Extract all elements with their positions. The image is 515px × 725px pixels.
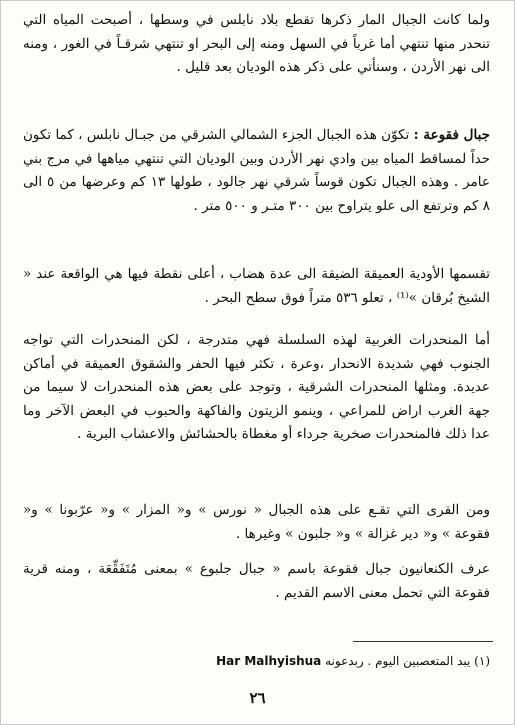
- paragraph-1: [23, 9, 490, 80]
- paragraph-6-text: عرف الكنعانيون جبال فقوعة باسم « جبال جلبوع » بمعنى مُتَفَقِّعَة ، ومنه قرية فقوعة التي تحمل معنى الاسم القديم .: [23, 561, 490, 601]
- footnote-marker: (١): [474, 654, 490, 668]
- paragraph-2: [23, 124, 490, 218]
- footnote-latin-name: Har Malhyishua: [216, 654, 322, 668]
- paragraph-4-text: أما المنحدرات الغربية لهذه السلسلة فهي متدرجة ، لكن المنحدرات التي تواجه الجنوب فهي شديدة الانحدار ،وعرة ، تكثر فيها الحفر والشقوق العميقة في أماكن عديدة. ومثلها المنحدرات الشرقية ، وتوجد على بعض هذه المنحدرات لا سيما من جهة الغرب اراض للمراعي ، وينمو الزيتون والفاكهة والحبوب في البعض الآخر وما عدا ذلك فالمنحدرات صخرية جرداء أو مغطاة بالحشائش والاعشاب البرية .: [23, 332, 490, 442]
- paragraph-3-text: تقسمها الأودية العميقة الضيقة الى عدة هضاب ، أعلى نقطة فيها هي الواقعة عند « الشيخ بُرقان »⁽¹⁾ ، تعلو ٥٣٦ متراً فوق سطح البحر .: [23, 266, 490, 306]
- paragraph-5-text: ومن القرى التي تقـع على هذه الجبال « نورس » و« المزار » و« عرّبونا » و« فقوعة » و« دير غزالة » و« جلبون » وغيرها .: [23, 502, 490, 542]
- paragraph-4: [23, 329, 490, 447]
- section-heading-faqqua-mountains: جبال فقوعة :: [413, 127, 490, 143]
- footnote-text: يبد المتعصبين اليوم . ربدعونه: [321, 654, 475, 668]
- paragraph-3: [23, 263, 490, 310]
- paragraph-5: [23, 499, 490, 546]
- paragraph-2-text: تكوّن هذه الجبال الجزء الشمالي الشرقي من جبـال نابلس ، كما تكون حداً لمساقط المياه بين وادي نهر الأردن وبين الوديان التي تنتهي مياهها في مرج بني عامر . وهذه الجبال تكون قوساً شرقي نهر جالود ، طولها ١٣ كم وعرضها من ٥ الى ٨ كم وترتفع الى علو يتراوح بين ٣٠٠ متـر و ٥٠٠ متر .: [23, 127, 490, 214]
- page-number: ٢٦: [249, 689, 266, 707]
- paragraph-1-text: ولما كانت الجبال المار ذكرها تقطع بلاد نابلس في وسطها ، أصبحت المياه التي تنحدر منها تنتهي أما غرباً في السهل ومنه إلى البحر او تنتهي شرقـاً في الغور ، ومنه الى نهر الأردن ، وسنأتي على ذكر هذه الوديان بعد قليل .: [23, 12, 490, 75]
- footnote: [23, 653, 490, 669]
- paragraph-6: [23, 558, 490, 605]
- footnote-divider: [353, 641, 493, 642]
